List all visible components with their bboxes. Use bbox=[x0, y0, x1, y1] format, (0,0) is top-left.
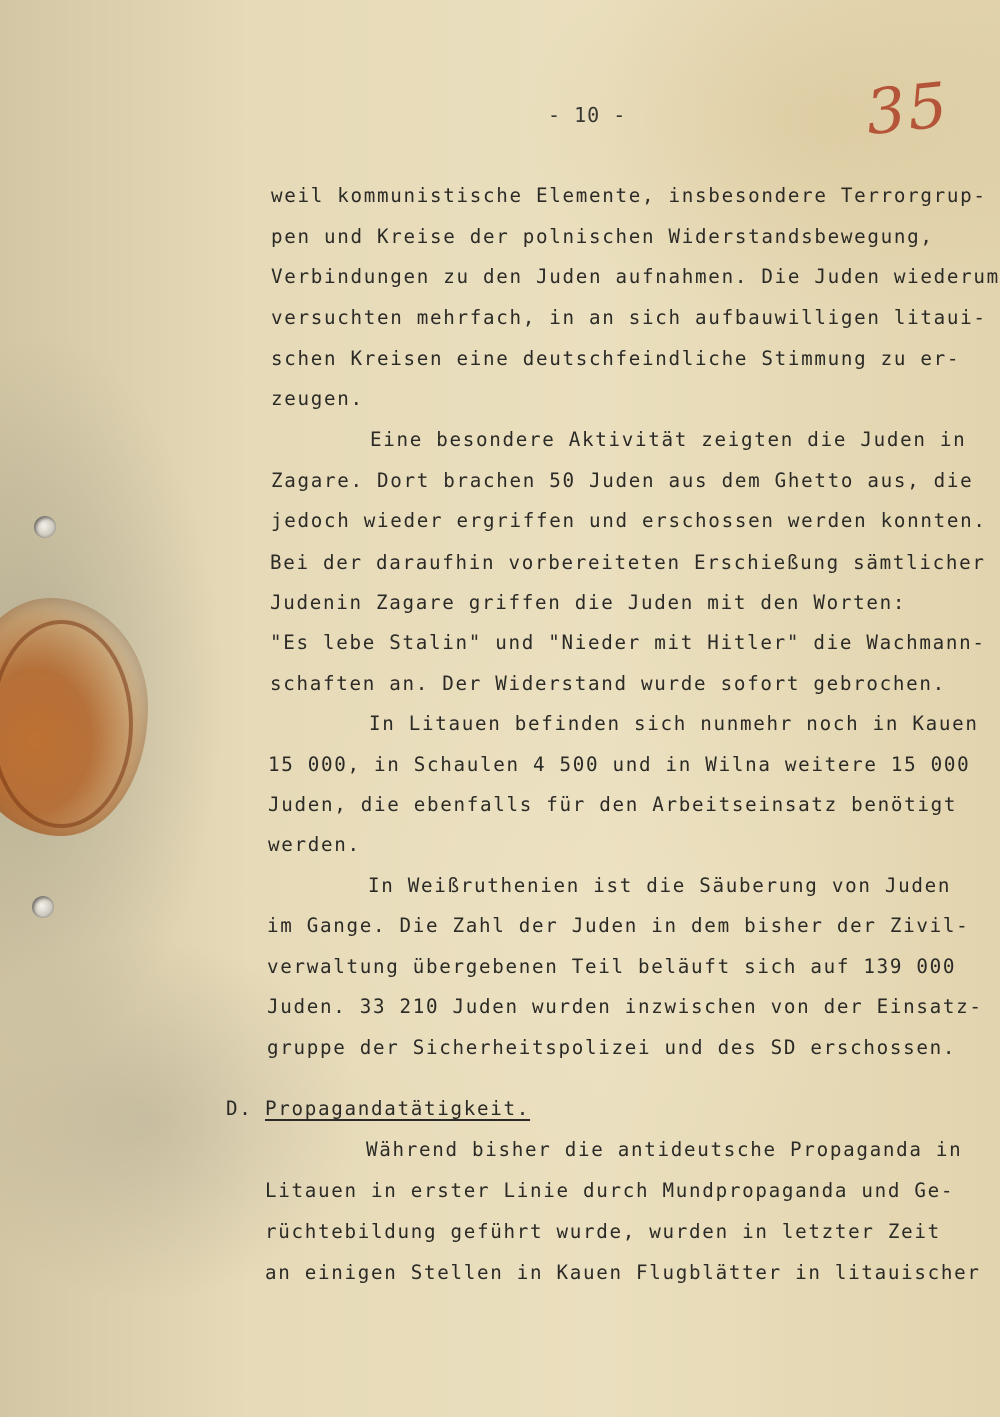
text-line: versuchten mehrfach, in an sich aufbauwilligen litaui- bbox=[271, 306, 987, 329]
handwritten-folio-number: 35 bbox=[862, 67, 953, 150]
text-line: Während bisher die antideutsche Propaganda in bbox=[366, 1138, 963, 1161]
text-line: zeugen. bbox=[271, 387, 364, 410]
text-line: 15 000, in Schaulen 4 500 und in Wilna weitere 15 000 bbox=[268, 753, 971, 776]
text-line: Verbindungen zu den Juden aufnahmen. Die Juden wiederum bbox=[271, 265, 1000, 288]
text-line: "Es lebe Stalin" und "Nieder mit Hitler" die Wachmann- bbox=[270, 631, 986, 654]
text-line: rüchtebildung geführt wurde, wurden in letzter Zeit bbox=[265, 1220, 941, 1243]
punch-hole-bottom bbox=[32, 896, 54, 918]
text-line: Zagare. Dort brachen 50 Juden aus dem Ghetto aus, die bbox=[271, 469, 974, 492]
text-line: schen Kreisen eine deutschfeindliche Stimmung zu er- bbox=[271, 347, 961, 370]
text-line: Judenin Zagare griffen die Juden mit den Worten: bbox=[270, 591, 907, 614]
punch-hole-top bbox=[34, 516, 56, 538]
text-line: Eine besondere Aktivität zeigten die Juden in bbox=[370, 428, 967, 451]
text-line: jedoch wieder ergriffen und erschossen werden konnten. bbox=[271, 509, 987, 532]
section-heading: Propagandatätigkeit. bbox=[265, 1097, 531, 1120]
text-line: In Litauen befinden sich nunmehr noch in Kauen bbox=[369, 712, 979, 735]
text-line: werden. bbox=[268, 833, 361, 856]
text-line: Bei der daraufhin vorbereiteten Erschießung sämtlicher bbox=[270, 551, 986, 574]
text-line: Litauen in erster Linie durch Mundpropaganda und Ge- bbox=[265, 1179, 955, 1202]
section-letter: D. bbox=[226, 1097, 253, 1120]
text-line: Juden. 33 210 Juden wurden inzwischen von der Einsatz- bbox=[267, 995, 983, 1018]
page-number: - 10 - bbox=[548, 103, 627, 127]
text-line: pen und Kreise der polnischen Widerstandsbewegung, bbox=[271, 225, 934, 248]
text-line: im Gange. Die Zahl der Juden in dem bisher der Zivil- bbox=[267, 914, 970, 937]
text-line: In Weißruthenien ist die Säuberung von Juden bbox=[368, 874, 952, 897]
text-line: gruppe der Sicherheitspolizei und des SD erschossen. bbox=[267, 1036, 957, 1059]
text-line: verwaltung übergebenen Teil beläuft sich auf 139 000 bbox=[267, 955, 957, 978]
text-line: schaften an. Der Widerstand wurde sofort gebrochen. bbox=[270, 672, 946, 695]
text-line: Juden, die ebenfalls für den Arbeitseinsatz benötigt bbox=[268, 793, 958, 816]
text-line: an einigen Stellen in Kauen Flugblätter in litauischer bbox=[265, 1261, 981, 1284]
text-line: weil kommunistische Elemente, insbesondere Terrorgrup- bbox=[271, 184, 987, 207]
